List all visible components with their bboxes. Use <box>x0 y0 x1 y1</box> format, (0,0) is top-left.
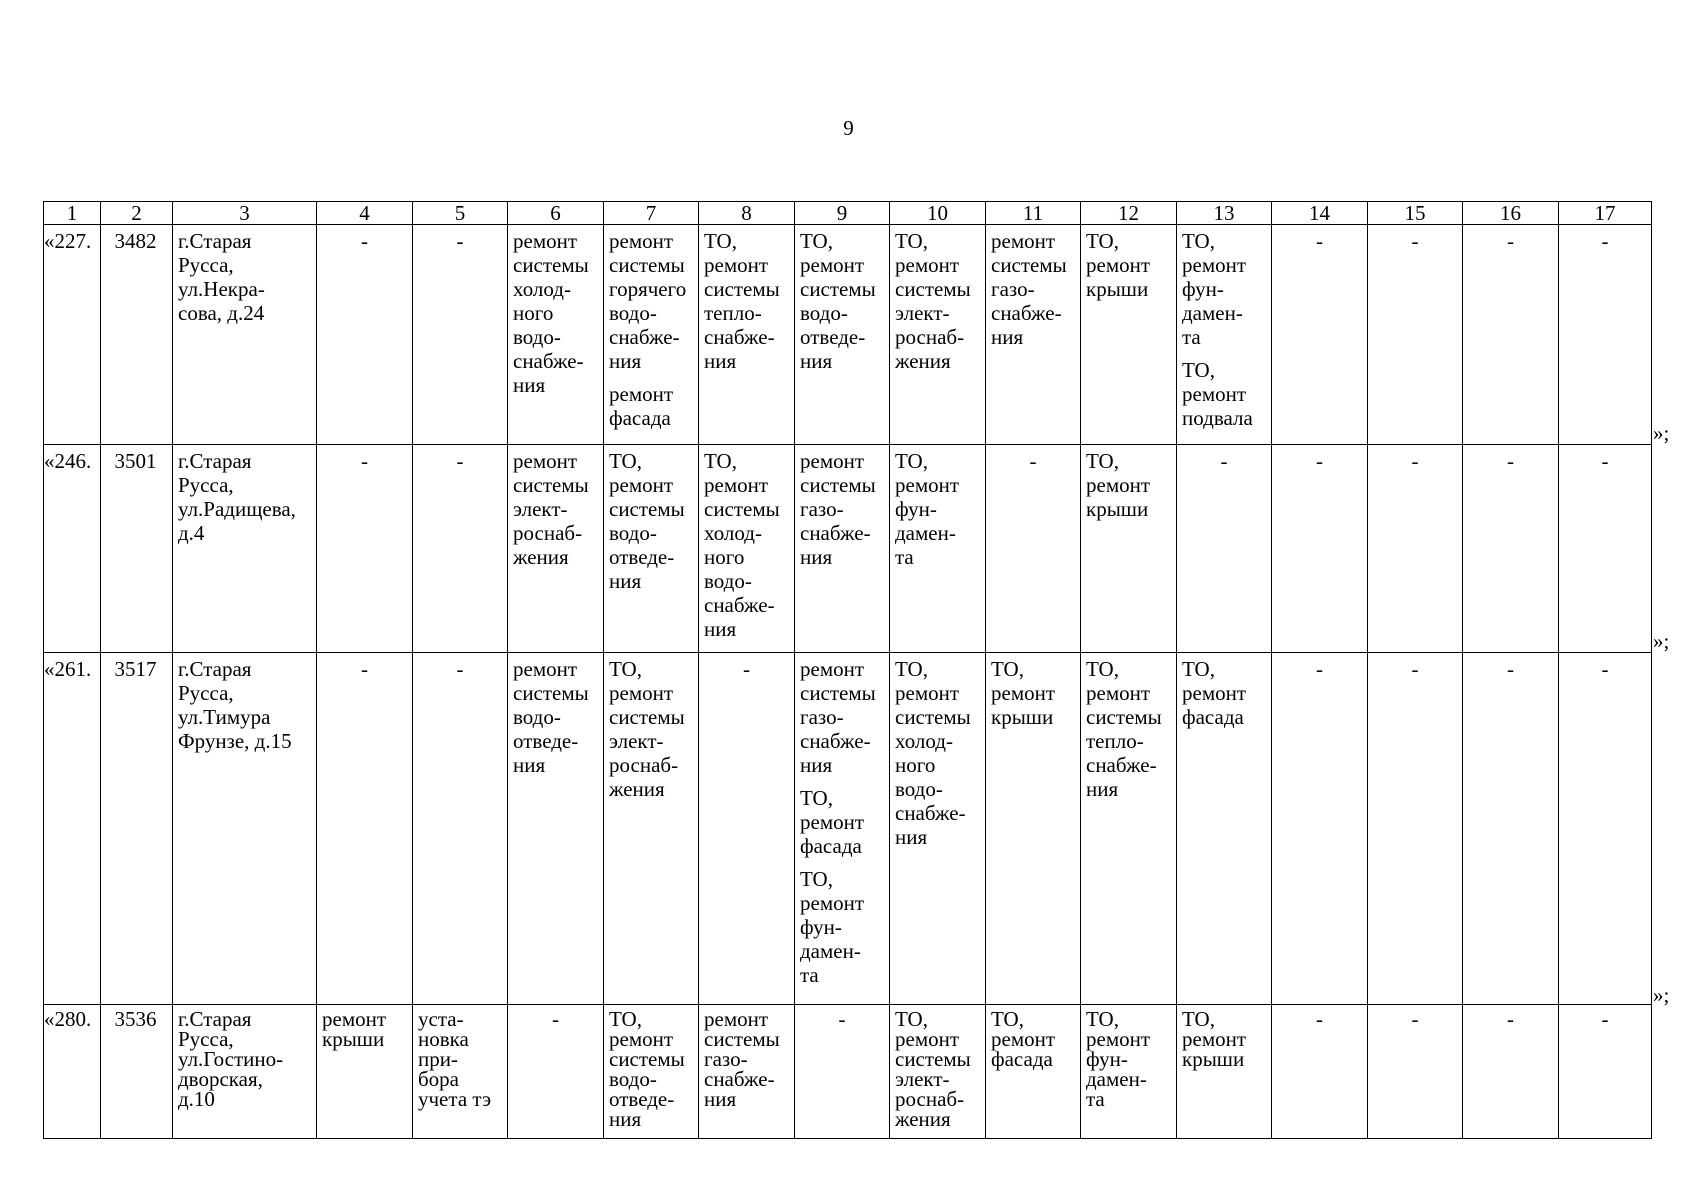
work-cell-col-6 <box>508 225 604 445</box>
work-item: - <box>361 229 368 253</box>
work-cell-col-5 <box>413 225 508 445</box>
work-cell-col-7 <box>604 653 699 1005</box>
work-cell-col-15 <box>1368 653 1463 1005</box>
work-item: ремонт системы газо- снабже- ния <box>991 229 1067 349</box>
work-item: ремонт системы холод- ного водо- снабже- ния <box>513 229 589 397</box>
work-item: - <box>361 449 368 473</box>
work-cell-col-11 <box>986 653 1081 1005</box>
header-cell: 7 <box>604 202 699 225</box>
row-number-cell <box>44 653 101 1005</box>
building-code-cell <box>101 225 173 445</box>
address: г.Старая Русса, ул.Некра- сова, д.24 <box>178 229 265 325</box>
work-cell-col-6 <box>508 1005 604 1139</box>
work-cell-col-7 <box>604 445 699 653</box>
work-cell-col-10 <box>890 1005 986 1139</box>
work-item: - <box>1411 1007 1419 1031</box>
address: г.Старая Русса, ул.Гостино- дворская, д.10 <box>178 1007 284 1111</box>
work-cell-col-8 <box>699 1005 795 1139</box>
work-cell-col-5 <box>413 445 508 653</box>
work-cell-col-17 <box>1559 1005 1652 1139</box>
work-item: - <box>1411 657 1419 681</box>
work-cell-col-10 <box>890 225 986 445</box>
work-item: ТО, ремонт системы элект- роснаб- жения <box>609 657 685 801</box>
header-cell: 17 <box>1559 202 1652 225</box>
work-cell-col-15 <box>1368 445 1463 653</box>
work-cell-col-14 <box>1272 225 1368 445</box>
work-item: ремонт крыши <box>322 1007 387 1051</box>
row-number: «280. <box>44 1007 92 1031</box>
work-cell-col-12 <box>1081 225 1177 445</box>
work-item: ТО, ремонт фасада <box>991 1007 1056 1071</box>
work-item: ТО, ремонт системы холод- ного водо- снабже- ния <box>704 449 780 641</box>
work-item: ремонт системы газо- снабже- ния <box>704 1007 780 1111</box>
work-cell-col-15 <box>1368 225 1463 445</box>
work-item: ТО, ремонт системы водо- отведе- ния <box>609 449 685 593</box>
work-item: ТО, ремонт системы водо- отведе- ния <box>800 229 876 373</box>
header-cell: 1 <box>44 202 101 225</box>
work-item: ремонт системы газо- снабже- ния <box>800 449 876 569</box>
work-item: ТО, ремонт фун- дамен- та <box>800 867 865 987</box>
table-row <box>44 225 1652 445</box>
table-row <box>44 653 1652 1005</box>
work-cell-col-9 <box>795 1005 890 1139</box>
work-item: ТО, ремонт системы тепло- снабже- ния <box>1086 657 1162 801</box>
work-item: - <box>1601 449 1609 473</box>
header-cell: 13 <box>1177 202 1272 225</box>
header-cell: 5 <box>413 202 508 225</box>
work-item: ТО, ремонт фасада <box>1182 657 1247 729</box>
row-number-cell <box>44 1005 101 1139</box>
address: г.Старая Русса, ул.Тимура Фрунзе, д.15 <box>178 657 292 753</box>
work-item: ТО, ремонт фун- дамен- та <box>895 449 960 569</box>
work-cell-col-14 <box>1272 1005 1368 1139</box>
work-item: - <box>1507 449 1514 473</box>
work-cell-col-10 <box>890 653 986 1005</box>
work-item: ремонт системы газо- снабже- ния <box>800 657 876 777</box>
work-cell-col-9 <box>795 653 890 1005</box>
work-item: ТО, ремонт подвала <box>1182 358 1253 430</box>
header-cell: 16 <box>1463 202 1559 225</box>
work-cell-col-14 <box>1272 445 1368 653</box>
row-number: «246. <box>44 449 92 473</box>
address-cell <box>173 445 317 653</box>
work-cell-col-4 <box>317 225 413 445</box>
work-item: - <box>361 657 368 681</box>
work-cell-col-11 <box>986 1005 1081 1139</box>
work-cell-col-17 <box>1559 225 1652 445</box>
closing-quote: »; <box>1653 629 1670 653</box>
work-item: ремонт фасада <box>609 382 674 430</box>
work-cell-col-7 <box>604 225 699 445</box>
work-item: уста- новка при- бора учета тэ <box>418 1007 492 1111</box>
work-item: - <box>1601 229 1609 253</box>
work-cell-col-4 <box>317 445 413 653</box>
work-item: - <box>456 449 464 473</box>
work-cell-col-4 <box>317 653 413 1005</box>
work-cell-col-11 <box>986 225 1081 445</box>
row-number-cell <box>44 225 101 445</box>
header-cell: 2 <box>101 202 173 225</box>
work-item: ремонт системы элект- роснаб- жения <box>513 449 589 569</box>
work-item: - <box>552 1007 559 1031</box>
building-code-cell <box>101 1005 173 1139</box>
table-body <box>44 225 1652 1139</box>
work-item: - <box>1507 229 1514 253</box>
work-item: ТО, ремонт системы водо- отведе- ния <box>609 1007 685 1131</box>
work-item: ТО, ремонт крыши <box>1086 449 1151 521</box>
building-code: 3501 <box>114 449 157 473</box>
building-code: 3482 <box>114 229 157 253</box>
header-row <box>44 202 1652 225</box>
work-item: - <box>743 657 750 681</box>
work-cell-col-5 <box>413 1005 508 1139</box>
row-number-cell <box>44 445 101 653</box>
work-item: - <box>1507 1007 1514 1031</box>
row-number: «227. <box>44 229 92 253</box>
address-cell <box>173 653 317 1005</box>
work-cell-col-16 <box>1463 225 1559 445</box>
repair-schedule-table <box>43 201 1652 1139</box>
work-cell-col-6 <box>508 653 604 1005</box>
header-cell: 8 <box>699 202 795 225</box>
work-item: - <box>838 1007 846 1031</box>
row-number: «261. <box>44 657 92 681</box>
work-item: ТО, ремонт фун- дамен- та <box>1182 229 1247 349</box>
closing-quote: »; <box>1653 421 1670 445</box>
work-cell-col-7 <box>604 1005 699 1139</box>
work-cell-col-13 <box>1177 225 1272 445</box>
header-cell: 12 <box>1081 202 1177 225</box>
work-item: - <box>1601 1007 1609 1031</box>
header-cell: 15 <box>1368 202 1463 225</box>
work-cell-col-8 <box>699 225 795 445</box>
work-item: - <box>1411 449 1419 473</box>
work-item: - <box>456 229 464 253</box>
work-cell-col-17 <box>1559 445 1652 653</box>
work-cell-col-14 <box>1272 653 1368 1005</box>
work-item: - <box>456 657 464 681</box>
work-item: - <box>1316 449 1323 473</box>
work-item: ТО, ремонт крыши <box>991 657 1056 729</box>
work-item: ремонт системы водо- отведе- ния <box>513 657 589 777</box>
work-cell-col-8 <box>699 445 795 653</box>
table-row <box>44 445 1652 653</box>
work-cell-col-12 <box>1081 1005 1177 1139</box>
work-cell-col-16 <box>1463 653 1559 1005</box>
work-item: - <box>1316 229 1323 253</box>
work-cell-col-9 <box>795 445 890 653</box>
work-item: - <box>1029 449 1037 473</box>
building-code: 3517 <box>114 657 157 681</box>
work-cell-col-16 <box>1463 1005 1559 1139</box>
work-cell-col-12 <box>1081 653 1177 1005</box>
work-cell-col-13 <box>1177 1005 1272 1139</box>
work-cell-col-13 <box>1177 445 1272 653</box>
work-cell-col-16 <box>1463 445 1559 653</box>
work-item: ТО, ремонт крыши <box>1182 1007 1247 1071</box>
header-cell: 4 <box>317 202 413 225</box>
work-cell-col-13 <box>1177 653 1272 1005</box>
work-cell-col-5 <box>413 653 508 1005</box>
work-item: ТО, ремонт системы тепло- снабже- ния <box>704 229 780 373</box>
work-item: - <box>1220 449 1228 473</box>
header-cell: 9 <box>795 202 890 225</box>
work-cell-col-12 <box>1081 445 1177 653</box>
building-code-cell <box>101 445 173 653</box>
header-cell: 6 <box>508 202 604 225</box>
work-item: ТО, ремонт фасада <box>800 786 865 858</box>
work-item: - <box>1507 657 1514 681</box>
header-cell: 11 <box>986 202 1081 225</box>
building-code: 3536 <box>114 1007 157 1031</box>
work-cell-col-10 <box>890 445 986 653</box>
header-cell: 10 <box>890 202 986 225</box>
work-item: - <box>1316 1007 1323 1031</box>
address: г.Старая Русса, ул.Радищева, д.4 <box>178 449 296 545</box>
page-number: 9 <box>843 116 854 140</box>
work-cell-col-4 <box>317 1005 413 1139</box>
work-cell-col-11 <box>986 445 1081 653</box>
table-row <box>44 1005 1652 1139</box>
work-cell-col-8 <box>699 653 795 1005</box>
work-item: - <box>1601 657 1609 681</box>
address-cell <box>173 1005 317 1139</box>
work-cell-col-17 <box>1559 653 1652 1005</box>
work-item: ТО, ремонт системы холод- ного водо- снабже- ния <box>895 657 971 849</box>
work-item: - <box>1316 657 1323 681</box>
work-cell-col-9 <box>795 225 890 445</box>
work-item: - <box>1411 229 1419 253</box>
work-item: ТО, ремонт фун- дамен- та <box>1086 1007 1151 1111</box>
work-item: ремонт системы горячего водо- снабже- ния <box>609 229 687 373</box>
closing-quote: »; <box>1653 983 1670 1007</box>
header-cell: 14 <box>1272 202 1368 225</box>
address-cell <box>173 225 317 445</box>
work-cell-col-6 <box>508 445 604 653</box>
header-cell: 3 <box>173 202 317 225</box>
work-item: ТО, ремонт системы элект- роснаб- жения <box>895 229 971 373</box>
building-code-cell <box>101 653 173 1005</box>
work-item: ТО, ремонт системы элект- роснаб- жения <box>895 1007 971 1131</box>
work-item: ТО, ремонт крыши <box>1086 229 1151 301</box>
work-cell-col-15 <box>1368 1005 1463 1139</box>
